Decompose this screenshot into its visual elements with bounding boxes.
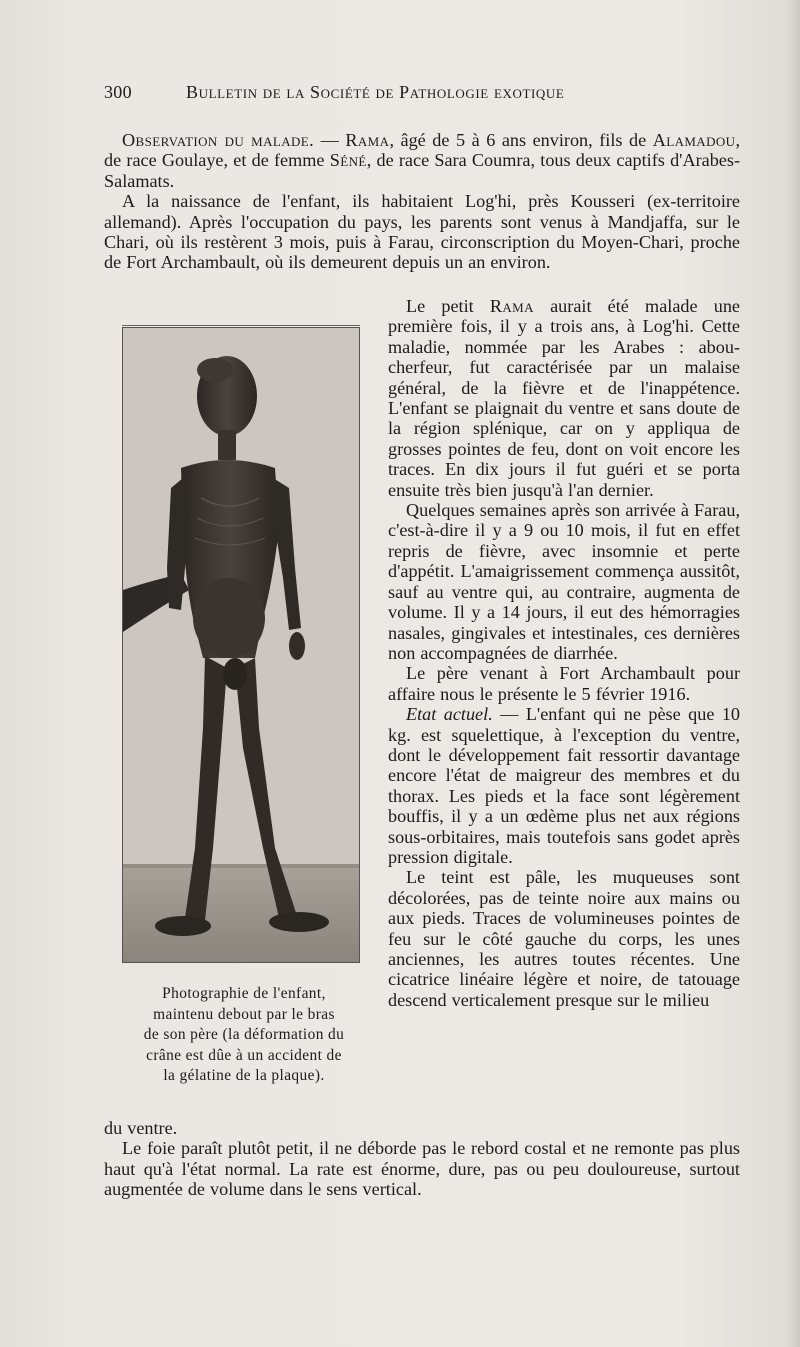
liver-spleen-paragraph: Le foie paraît plutôt petit, il ne déborde pas le rebord costal et ne remonte pas plus haut qu'à l'état normal. La rate est énorme, dure, pas ou peu douloureuse, surtout augmentée de volume dans le sens vertical.	[104, 1138, 740, 1200]
current-state-text: — L'enfant qui ne pèse que 10 kg. est squelettique, à l'exception du ventre, dont le développement fait ressortir davantage encore l'état de maigreur des membres et du thorax. Les pieds et la face sont légèrement bouffis, il y a un œdème plus net aux régions sous-orbitaires, mais toutefois sans godet après pression digitale.	[388, 704, 741, 867]
complexion-paragraph: Le teint est pâle, les muqueuses sont décolorées, pas de teinte noire aux mains ou aux pieds. Traces de volumineuses pointes de feu sur le côté gauche du corps, les unes anciennes, les autres toutes récentes. Une cicatrice linéaire légère et noire, de tatouage descend verticalement presque sur le milieu	[388, 867, 740, 1010]
page-number: 300	[104, 82, 132, 102]
mother-name: Séné	[329, 150, 367, 171]
intro-section	[104, 130, 740, 273]
history-text-a: Le petit	[406, 296, 490, 316]
presentation-paragraph: Le père venant à Fort Archambault pour affaire nous le présente le 5 février 1916.	[388, 663, 740, 704]
patient-name: Rama	[345, 130, 390, 150]
caption-line-4: crâne est dûe à un accident de	[146, 1046, 342, 1064]
intro-text-1: , âgé de 5 à 6 ans environ, fils de	[389, 130, 653, 150]
current-state-paragraph	[388, 704, 740, 867]
patient-photograph	[122, 327, 360, 963]
bottom-text	[104, 1118, 740, 1200]
observation-label: Observation du malade.	[122, 130, 315, 150]
father-name: Alamadou	[652, 130, 736, 150]
caption-line-2: maintenu debout par le bras	[153, 1005, 335, 1023]
observation-paragraph	[104, 130, 740, 191]
caption-line-1: Photographie de l'enfant,	[162, 985, 326, 1002]
caption-line-5: la gélatine de la plaque).	[163, 1067, 325, 1085]
running-header	[104, 82, 704, 106]
page-edge-shadow	[786, 0, 800, 1347]
running-title: Bulletin de la Société de Pathologie exotique	[186, 82, 565, 102]
history-paragraph	[388, 296, 740, 500]
figure-caption	[112, 984, 376, 1087]
right-column-text	[388, 296, 740, 1010]
intro-text-2: , de race Goulaye, et de femme	[104, 130, 741, 171]
figure-top-rule	[122, 325, 360, 326]
observation-dash: —	[314, 130, 346, 150]
current-state-label: Etat actuel.	[406, 704, 493, 725]
continuation-line: du ventre.	[104, 1118, 178, 1138]
history-patient-name: Rama	[489, 296, 534, 316]
history-text-b: aurait été malade une première fois, il y a trois ans, à Log'hi. Cette maladie, nommée par les Arabes : abou-cherfeur, fut caractérisée par un malaise général, de la fièvre et de l'inappétence. L'enfant se plaignait du ventre et sans doute de la région splénique, car on y appliqua de grosses pointes de feu, dont on voit encore les traces. En dix jours il fut guéri et se porta ensuite très bien jusqu'à l'an dernier.	[388, 296, 740, 500]
residence-paragraph: A la naissance de l'enfant, ils habitaient Log'hi, près Kousseri (ex-territoire allemand). Après l'occupation du pays, les parents sont venus à Mandjaffa, sur le Chari, où ils restèrent 3 mois, puis à Farau, circonscription du Moyen-Chari, proche de Fort Archambault, où ils demeurent depuis un an environ.	[104, 191, 740, 273]
intro-text-3: , de race Sara Coumra, tous deux captifs d'Arabes-Salamats.	[104, 150, 741, 191]
relapse-paragraph: Quelques semaines après son arrivée à Farau, c'est-à-dire il y a 9 ou 10 mois, il fut en effet repris de fièvre, avec insomnie et perte d'appétit. L'amaigrissement commença aussitôt, sauf au ventre qui, au contraire, augmenta de volume. Il y a 14 jours, il eut des hémorragies nasales, gingivales et intestinales, ces dernières non accompagnées de diarrhée.	[388, 500, 740, 663]
caption-line-3: de son père (la déformation du	[143, 1026, 345, 1044]
photograph-illustration	[123, 328, 359, 962]
